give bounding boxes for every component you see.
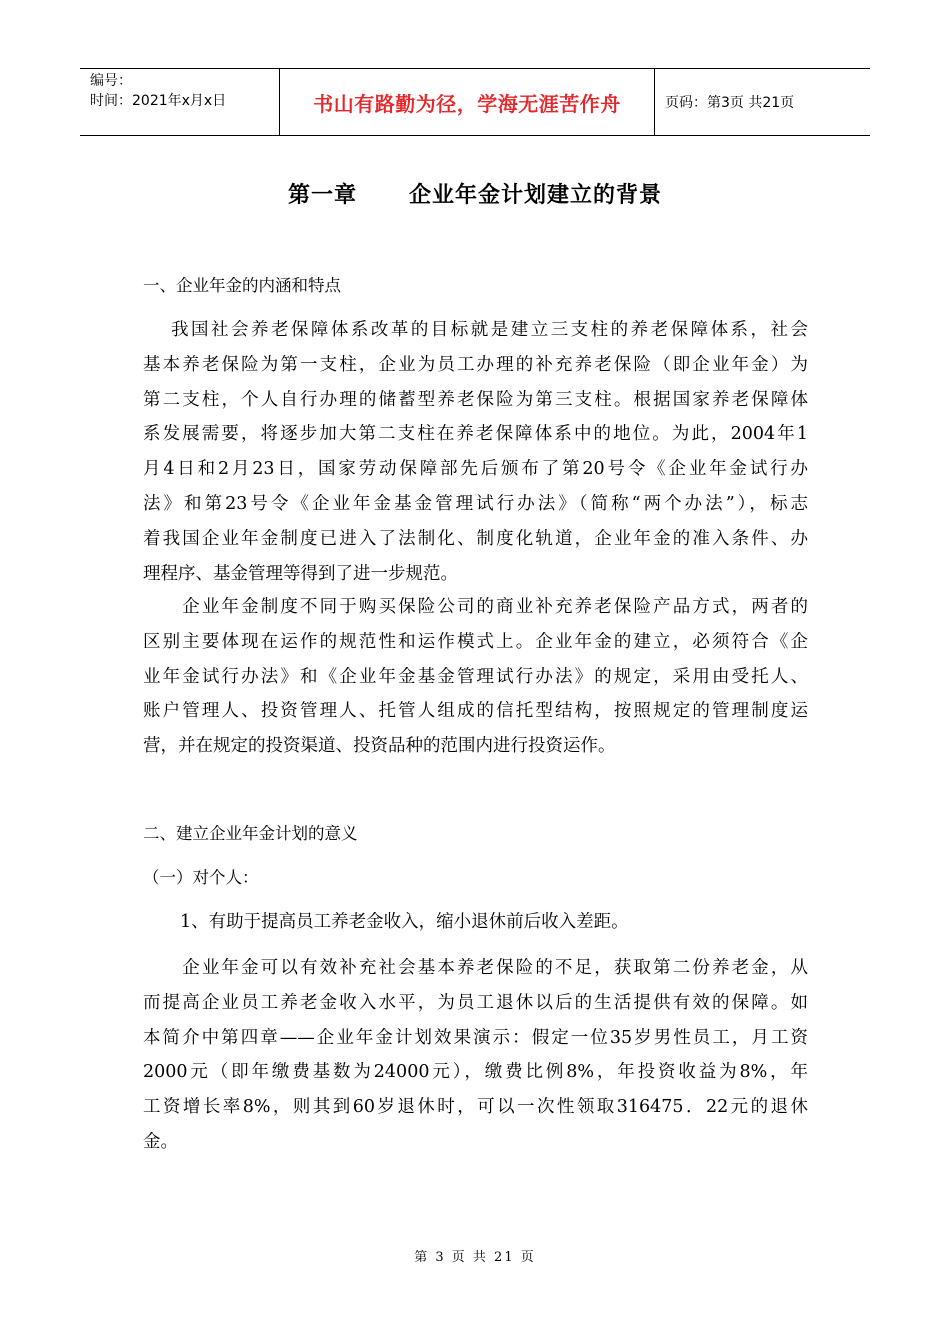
- paragraph-line: 企业年金制度不同于购买保险公司的商业补充养老保险产品方式，两者的: [143, 597, 808, 617]
- paragraph-line: 而提高企业员工养老金收入水平，为员工退休以后的生活提供有效的保障。如: [143, 992, 808, 1013]
- paragraph-line: 工资增长率8%，则其到60岁退休时，可以一次性领取316475．22元的退休: [143, 1097, 808, 1118]
- paragraph-line: 账户管理人、投资管理人、托管人组成的信托型结构，按照规定的管理制度运: [143, 701, 808, 722]
- header-meta-cell: [80, 69, 280, 135]
- paragraph-line: 2000元（即年缴费基数为24000元），缴费比例8%，年投资收益为8%，年: [143, 1062, 808, 1083]
- paragraph-line: 业年金试行办法》和《企业年金基金管理试行办法》的规定，采用由受托人、: [143, 666, 808, 687]
- paragraph-line: 法》和第23号令《企业年金基金管理试行办法》（简称“两个办法”），标志: [143, 493, 808, 514]
- paragraph-line: 区别主要体现在运作的规范性和运作模式上。企业年金的建立，必须符合《企: [143, 631, 808, 652]
- paragraph-line: 企业年金可以有效补充社会基本养老保险的不足，获取第二份养老金，从: [143, 958, 808, 978]
- paragraph-line: 理程序、基金管理等得到了进一步规范。: [143, 563, 458, 584]
- page-footer: 第 3 页 共 21 页: [414, 1250, 536, 1265]
- paragraph-line: 着我国企业年金制度已进入了法制化、制度化轨道，企业年金的准入条件、办: [143, 528, 808, 549]
- section1-paragraph-2: [143, 590, 808, 764]
- paragraph-line: 系发展需要，将逐步加大第二支柱在养老保障体系中的地位。为此，2004年1: [143, 424, 808, 445]
- paragraph-line: 营，并在规定的投资渠道、投资品种的范围内进行投资运作。: [143, 736, 616, 757]
- section-heading-1: 一、企业年金的内涵和特点: [143, 276, 341, 295]
- header-page-cell: [655, 69, 870, 135]
- header-motto-cell: [280, 69, 655, 135]
- section2-paragraph-1: [143, 951, 808, 1160]
- document-number-label: 编号：: [90, 73, 132, 89]
- chapter-title: 第一章 企业年金计划建立的背景: [288, 182, 662, 208]
- paragraph-line: 基本养老保险为第一支柱，企业为员工办理的补充养老保险（即企业年金）为: [143, 354, 808, 375]
- document-time-label: 时间：2021年x月x日: [90, 93, 227, 109]
- page-header-table: [80, 68, 870, 136]
- paragraph-line: 第二支柱，个人自行办理的储蓄型养老保险为第三支柱。根据国家养老保障体: [143, 389, 808, 410]
- paragraph-line: 我国社会养老保障体系改革的目标就是建立三支柱的养老保障体系，社会: [143, 320, 808, 340]
- list-item-1: 1、有助于提高员工养老金收入，缩小退休前后收入差距。: [180, 912, 629, 932]
- section-heading-2: 二、建立企业年金计划的意义: [143, 824, 358, 843]
- paragraph-line: 月4日和2月23日，国家劳动保障部先后颁布了第20号令《企业年金试行办: [143, 459, 808, 480]
- subsection-heading-individual: （一）对个人：: [143, 868, 259, 887]
- header-motto: 书山有路勤为径，学海无涯苦作舟: [313, 91, 621, 116]
- paragraph-line: 金。: [143, 1131, 178, 1152]
- paragraph-line: 本简介中第四章——企业年金计划效果演示：假定一位35岁男性员工，月工资: [143, 1027, 808, 1048]
- section1-paragraph-1: [143, 313, 808, 591]
- header-page-info: 页码：第3页 共21页: [665, 95, 795, 111]
